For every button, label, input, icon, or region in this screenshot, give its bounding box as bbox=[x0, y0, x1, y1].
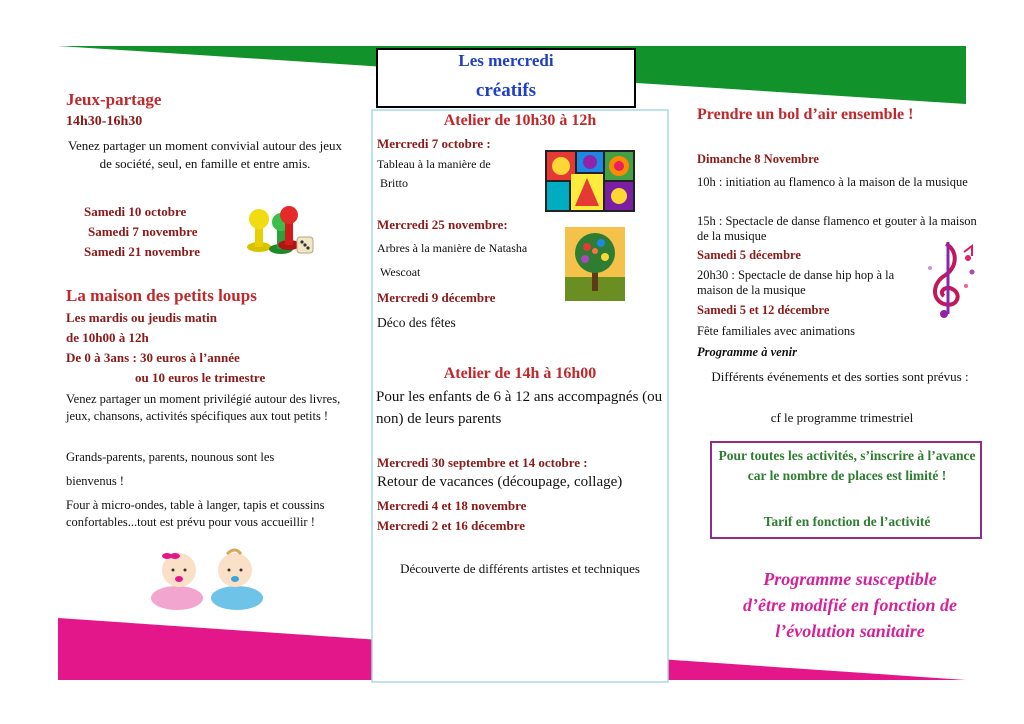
programme-note: Programme susceptible d’être modifié en fonction de l’évolution sanitaire bbox=[743, 569, 957, 641]
jeux-date-2: Samedi 7 novembre bbox=[88, 224, 198, 239]
maison-description-2a: Grands-parents, parents, nounous sont les bbox=[66, 450, 275, 464]
atelier-2-date-2: Mercredi 4 et 18 novembre bbox=[377, 498, 527, 513]
atelier-1-desc-1a: Tableau à la manière de bbox=[377, 157, 491, 171]
atelier-1-date-3: Mercredi 9 décembre bbox=[377, 290, 496, 305]
registration-info-text: Pour toutes les activités, s’inscrire à l’avance car le nombre de places est limité ! bbox=[718, 448, 976, 483]
atelier-1-date-2: Mercredi 25 novembre: bbox=[377, 217, 508, 232]
tree-painting-image bbox=[565, 227, 625, 301]
maison-description-3: Four à micro-ondes, table à langer, tapis et coussins confortables...tout est prévu pour vous accueillir ! bbox=[66, 498, 325, 529]
atelier-1-date-1: Mercredi 7 octobre : bbox=[377, 136, 491, 151]
babies-image bbox=[145, 548, 270, 612]
right-title: Prendre un bol d’air ensemble ! bbox=[697, 106, 914, 123]
jeux-description: Venez partager un moment convivial autour des jeux de société, seul, en famille et entre amis. bbox=[68, 138, 342, 171]
jeux-date-3: Samedi 21 novembre bbox=[84, 244, 201, 259]
right-date-2: Samedi 5 décembre bbox=[697, 248, 801, 262]
music-note-image bbox=[918, 238, 982, 322]
maison-description-1: Venez partager un moment privilégié autour des livres, jeux, chansons, activités spécifiques aux tout petits ! bbox=[66, 392, 341, 423]
right-events: Différents événements et des sorties sont prévus : bbox=[711, 369, 969, 384]
maison-price-trimester: ou 10 euros le trimestre bbox=[135, 370, 266, 385]
right-item-1: 10h : initiation au flamenco à la maison de la musique bbox=[697, 175, 968, 189]
maison-title: La maison des petits loups bbox=[66, 286, 257, 305]
right-date-3: Samedi 5 et 12 décembre bbox=[697, 303, 830, 317]
maison-when: Les mardis ou jeudis matin bbox=[66, 310, 217, 325]
right-item-4: Fête familiales avec animations bbox=[697, 324, 855, 338]
jeux-date-1: Samedi 10 octobre bbox=[84, 204, 187, 219]
atelier-1-desc-2a: Arbres à la manière de Natasha bbox=[377, 241, 528, 255]
britto-painting-image bbox=[545, 150, 635, 212]
atelier-1-title: Atelier de 10h30 à 12h bbox=[443, 112, 597, 129]
atelier-1-desc-3: Déco des fêtes bbox=[377, 315, 456, 330]
atelier-2-description: Pour les enfants de 6 à 12 ans accompagnés (ou non) de leurs parents bbox=[376, 389, 663, 427]
jeux-time: 14h30-16h30 bbox=[66, 114, 143, 129]
board-game-pieces-image bbox=[245, 205, 317, 257]
maison-price-year: De 0 à 3ans : 30 euros à l’année bbox=[66, 350, 240, 365]
atelier-2-desc-1: Retour de vacances (découpage, collage) bbox=[377, 474, 623, 490]
atelier-2-title: Atelier de 14h à 16h00 bbox=[443, 365, 597, 382]
atelier-1-desc-1b: Britto bbox=[380, 176, 409, 190]
atelier-2-footer: Découverte de différents artistes et techniques bbox=[400, 561, 640, 576]
right-item-2: 15h : Spectacle de danse flamenco et gouter à la maison de la musique bbox=[697, 214, 977, 243]
atelier-1-desc-2b: Wescoat bbox=[380, 265, 421, 279]
right-date-1: Dimanche 8 Novembre bbox=[697, 152, 819, 166]
programme-a-venir: Programme à venir bbox=[697, 345, 797, 359]
jeux-title: Jeux-partage bbox=[66, 90, 162, 109]
right-events-programme: cf le programme trimestriel bbox=[770, 410, 914, 425]
registration-tarif: Tarif en fonction de l’activité bbox=[763, 514, 931, 529]
middle-title-line-1: Les mercredi bbox=[458, 51, 554, 70]
middle-title-line-2: créatifs bbox=[475, 80, 537, 101]
maison-description-2b: bienvenus ! bbox=[66, 474, 124, 488]
maison-time: de 10h00 à 12h bbox=[66, 330, 149, 345]
right-item-3: 20h30 : Spectacle de danse hip hop à la maison de la musique bbox=[697, 268, 895, 297]
atelier-2-date-1: Mercredi 30 septembre et 14 octobre : bbox=[377, 455, 588, 470]
atelier-2-date-3: Mercredi 2 et 16 décembre bbox=[377, 518, 525, 533]
